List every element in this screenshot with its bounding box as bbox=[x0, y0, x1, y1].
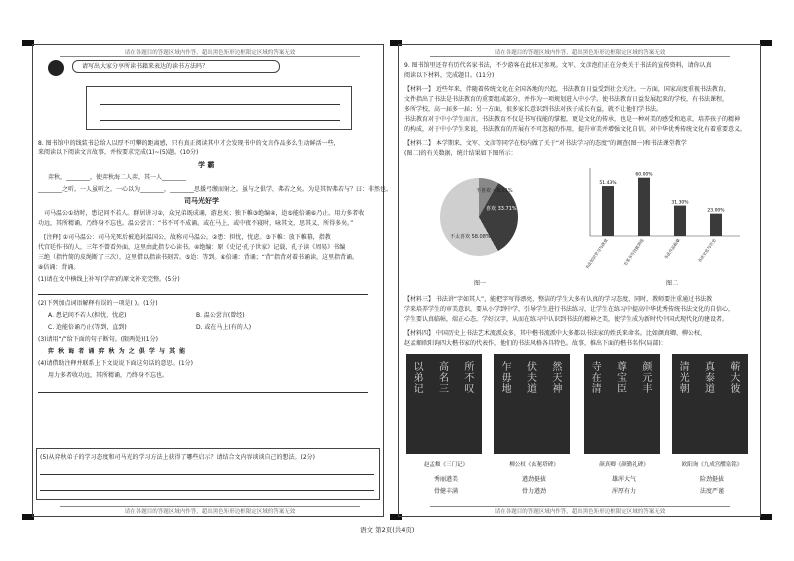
bar-category-label: 毛笔书写技能训练 bbox=[622, 237, 645, 267]
material-line: 的构成，对于中小学生来说，书法教育的开展有不可忽视的作用，提升审美并增强文化自信，对中华优秀传统文化有着重要意义。 bbox=[404, 126, 747, 133]
bar bbox=[710, 214, 722, 236]
calligraphy-char: 记 bbox=[413, 384, 424, 395]
material-line: 学生要认真临帖，端正心态，学好汉字，从而在练习中认识到书法的精神之美，使学生成为新时代中国式现代化的建设者。 bbox=[404, 316, 729, 323]
calligraphy-desc: 险劲挺拔 bbox=[699, 476, 724, 483]
bar-value-label: 60.00% bbox=[635, 172, 653, 178]
calligraphy-column bbox=[705, 362, 715, 454]
study-line: 弈秋，________，使弈秋海二人弈，其一人________ bbox=[48, 174, 187, 181]
punctuation-sentence[interactable]: 弈 秋 诲 者 诵 弈 秋 为 之 俱 学 与 其 能 bbox=[48, 348, 187, 355]
calligraphy-column bbox=[730, 362, 740, 454]
calligraphy-char: 在 bbox=[591, 373, 602, 384]
calligraphy-char: 以 bbox=[413, 362, 424, 373]
bar-category-label: 书法文化与历史 bbox=[696, 237, 717, 264]
material-line: 【材料二】 本学期来，文军、文彦等同学在校内做了关于“对书法学习的态度”的调查(图一)和书法课堂教学 bbox=[404, 140, 687, 147]
bar-value-label: 31.30% bbox=[671, 200, 689, 206]
calligraphy-column bbox=[617, 362, 627, 454]
note-line: ⑧倍诵：背诵。 bbox=[38, 264, 80, 271]
material-line: 文件指出了书法是书法教育的重要组成部分，并作为一项规划进入中小学。使书法教育日益发展起来的学校，有书法课程， bbox=[404, 96, 729, 103]
calligraphy-desc: 秀丽遒美 bbox=[433, 476, 458, 483]
calligraphy-column bbox=[680, 362, 690, 454]
calligraphy-char: 清 bbox=[591, 384, 602, 395]
material-line: 多所学校，高一届多一届；另一方面，很多家长意识到书法对孩子成长有益，就不让他们学书法。 bbox=[404, 106, 663, 113]
question-item: (1)请在文中横线上补写(学弈)的原文补充完整。(5分) bbox=[38, 276, 180, 283]
calligraphy-image bbox=[584, 354, 660, 454]
calligraphy-desc2: 骨力遒劲 bbox=[521, 488, 546, 495]
calligraphy-char: 宝 bbox=[616, 373, 627, 384]
question-item: (4)请借助注释并联系上下文说说下面这句话的意思。(1分) bbox=[38, 360, 193, 367]
calligraphy-char: 大 bbox=[730, 373, 741, 384]
study-line: ________之听。一人虽听之，一心以为________，________思援弓缴而射之。虽与之俱学，弗若之矣。为是其智弗若与？曰：非然也。 bbox=[38, 186, 393, 193]
pie-label: 不太喜欢 58.08% bbox=[450, 234, 491, 240]
page-number: 语文 第2页(共4页) bbox=[360, 526, 415, 534]
answer-line[interactable] bbox=[40, 490, 374, 491]
calligraphy-char: 尊 bbox=[616, 362, 627, 373]
calligraphy-image bbox=[406, 354, 482, 454]
calligraphy-char: 天 bbox=[552, 373, 563, 384]
bar-value-label: 23.00% bbox=[707, 208, 725, 214]
right-footer: 请在各题目的答题区域内作答，超出黑色矩形边框限定区域的答案无效 bbox=[430, 506, 730, 515]
calligraphy-desc: 雄浑大气 bbox=[611, 476, 636, 483]
bar-chart bbox=[584, 168, 750, 280]
calligraphy-column bbox=[592, 362, 602, 454]
calligraphy-desc: 遒劲挺拔 bbox=[521, 476, 546, 483]
calligraphy-char: 光 bbox=[679, 373, 690, 384]
answer-line bbox=[100, 104, 340, 105]
answer-line[interactable] bbox=[40, 474, 374, 475]
calligraphy-char: 寺 bbox=[591, 362, 602, 373]
pie-label: 喜欢 33.71% bbox=[486, 206, 517, 212]
answer-line[interactable] bbox=[38, 392, 368, 393]
calligraphy-char: 彼 bbox=[730, 384, 741, 395]
calligraphy-char: 然 bbox=[552, 362, 563, 373]
calligraphy-image bbox=[672, 354, 748, 454]
calligraphy-char: 毋 bbox=[501, 373, 512, 384]
calligraphy-char: 伏 bbox=[526, 362, 537, 373]
registration-mark bbox=[760, 514, 772, 520]
calligraphy-char: 弟 bbox=[413, 373, 424, 384]
calligraphy-char: 叹 bbox=[464, 384, 475, 395]
calligraphy-char: 元 bbox=[642, 373, 653, 384]
speech-text: 请写出大家分享所读书籍来表达的读书方法吗？ bbox=[82, 63, 209, 70]
story-title: 司马光好学 bbox=[184, 197, 219, 205]
option-a[interactable]: A. 患记问不若人(担忧，忧虑) bbox=[48, 312, 127, 319]
avatar-icon bbox=[48, 60, 64, 76]
calligraphy-column bbox=[552, 362, 562, 454]
option-d[interactable]: D. 或在马上(有的人) bbox=[196, 324, 252, 331]
question-item: (2)下列加点词语解释有误的一项是( )。(1分) bbox=[38, 300, 158, 307]
calligraphy-column bbox=[464, 362, 474, 454]
calligraphy-char: 夫 bbox=[526, 373, 537, 384]
answer-box[interactable] bbox=[86, 86, 352, 130]
bar bbox=[674, 206, 686, 236]
calligraphy-desc2: 法度严谨 bbox=[699, 488, 724, 495]
bar-category-label: 书法作品临摹 bbox=[662, 237, 681, 261]
calligraphy-char: 泰 bbox=[704, 373, 715, 384]
translation-sentence: 用力多者收功远，其所精诵，乃终身不忘也。 bbox=[48, 372, 169, 379]
bar-category-label: 书法知识学习与欣赏 bbox=[584, 237, 609, 271]
story-line: 功远，其所精诵，乃终身不忘也。温公尝言：“书不可不成诵。或在马上，或中夜不寝时，咏其文，思其义，所得多矣。” bbox=[38, 220, 354, 227]
bar bbox=[602, 186, 614, 236]
figure-caption: 图一 bbox=[474, 280, 487, 287]
left-footer: 请在各题目的答题区域内作答，超出黑色矩形边框限定区域的答案无效 bbox=[60, 506, 360, 515]
calligraphy-char: 颜 bbox=[642, 362, 653, 373]
calligraphy-column bbox=[642, 362, 652, 454]
material-line: 书法教育对于中小学生而言，书法教育不仅是书写技能的掌握，更是文化的传承，也是一种对美的感受和追求，培养孩子的精神 bbox=[404, 116, 741, 123]
calligraphy-char: 臣 bbox=[616, 384, 627, 395]
material-line: 学来培养学生的审美意识，要从小学到中学，引导学生进行书法练习，让学生在练习中提高中华优秀传统书法文化的自信心， bbox=[404, 306, 735, 313]
bar bbox=[638, 178, 650, 236]
note-line: 代宫廷作书的人，三年不曾看外面，这里由此指专心读书。④绝编：原《史记·孔子世家》记载，孔子读《周易》书编 bbox=[38, 244, 346, 251]
right-header: 请在各题目的答题区域内作答，超出黑色矩形边框限定区域的答案无效 bbox=[430, 48, 730, 57]
option-b[interactable]: B. 温公尝言(曾经) bbox=[196, 312, 245, 319]
note-line: [注释] ①司马温公：司马光死后被追封温国公，故称司马温公。②患：担忧，忧虑。③下帷：放下帷幕，指教 bbox=[44, 234, 331, 241]
calligraphy-column bbox=[439, 362, 449, 454]
calligraphy-char: 道 bbox=[704, 384, 715, 395]
calligraphy-column bbox=[502, 362, 512, 454]
material-line: 【材料四】 中国历史上书法艺术流派众多，其中楷书流派中大多都以书法家的姓氏来命名。比如颜真卿、柳公权、 bbox=[404, 330, 706, 337]
q9-line: 9. 图书馆里还存有历代名家书法，不少游客在此驻足参观。文军、文彦泡们正在分类关于书法的宣传资料，请你认真 bbox=[404, 62, 712, 69]
calligraphy-title: 欧阳询《九成宫醴泉铭》 bbox=[681, 462, 743, 468]
calligraphy-char: 三 bbox=[438, 384, 449, 395]
calligraphy-title: 赵孟頫《三门记》 bbox=[423, 462, 468, 468]
calligraphy-image bbox=[494, 354, 570, 454]
q8-intro-2: 来阅读以下阅读文言故事，并按要求完成(1)~(5)题。(10分) bbox=[38, 149, 199, 156]
study-title: 学 霸 bbox=[198, 161, 215, 169]
calligraphy-char: 朝 bbox=[679, 384, 690, 395]
calligraphy-char: 高 bbox=[438, 362, 449, 373]
left-header: 请在各题目的答题区域内作答，超出黑色矩形边框限定区域的答案无效 bbox=[60, 48, 360, 57]
calligraphy-column bbox=[527, 362, 537, 454]
pie-label: 不喜欢 ~8.21% bbox=[476, 188, 513, 194]
calligraphy-char: 不 bbox=[464, 373, 475, 384]
calligraphy-char: 真 bbox=[704, 362, 715, 373]
option-c[interactable]: C. 迨能倍诵乃止(等到，直到) bbox=[48, 324, 127, 331]
calligraphy-char: 名 bbox=[438, 373, 449, 384]
material-line: 【材料三】 书法讲“字如其人”，能把字写得漂亮、整洁的学生大多有认真的学习态度，同时，教师要注重通过书法教 bbox=[404, 296, 713, 303]
calligraphy-char: 地 bbox=[501, 384, 512, 395]
answer-line bbox=[100, 120, 340, 121]
calligraphy-char: 清 bbox=[679, 362, 690, 373]
question-item: (5)从弈秋弟子的学习态度和司马光的学习方法上获得了哪些启示？请结合文内容谈谈自己的想法。(2分) bbox=[40, 454, 315, 461]
calligraphy-desc2: 骨健丰满 bbox=[433, 488, 458, 495]
calligraphy-column bbox=[414, 362, 424, 454]
calligraphy-char: 神 bbox=[552, 384, 563, 395]
question-item: (3)请用“/”给下面的句子断句。(限两处)(1分) bbox=[38, 336, 158, 343]
calligraphy-title: 颜真卿《颜勤礼碑》 bbox=[599, 462, 649, 468]
material-line: (图二)的有关数据，统计结果如下图所示： bbox=[404, 150, 517, 157]
material-line: 赵孟頫欧阳询四大楷书家的代表作，他们的书法风格各具特色。故事，推出下面的楷书名作(局部)： bbox=[404, 340, 667, 347]
calligraphy-desc2: 浑厚有力 bbox=[611, 488, 636, 495]
note-line: 三绝（指竹简的皮绳断了三次），这里借以指读书刻苦。⑤迨：等到。⑥倍诵：背诵；“背”指背对着书诵读，这里指背诵。 bbox=[38, 254, 358, 261]
calligraphy-char: 蕲 bbox=[730, 362, 741, 373]
bar-value-label: 51.43% bbox=[599, 181, 617, 187]
calligraphy-char: 丰 bbox=[642, 384, 653, 395]
q9-line: 阅读以下材料，完成题目。(11分) bbox=[404, 72, 495, 79]
figure-caption: 图二 bbox=[666, 280, 679, 287]
calligraphy-char: 乍 bbox=[501, 362, 512, 373]
q8-intro: 8. 图书馆中的线装书总给人以厚不可攀的距离感，只有真正阅读其中才会发现书中的文言作品多么生动鲜活一些， bbox=[38, 140, 340, 147]
material-line: 【材料一】 近些年来，伴随着传统文化在全国各地的兴起，书法教育日益受到社会关注。一方面，国家高度重视书法教育， bbox=[404, 86, 730, 93]
registration-mark bbox=[760, 40, 772, 46]
calligraphy-char: 道 bbox=[526, 384, 537, 395]
answer-line[interactable] bbox=[38, 294, 368, 295]
calligraphy-title: 柳公权《玄秘塔碑》 bbox=[509, 462, 559, 468]
calligraphy-char: 所 bbox=[464, 362, 475, 373]
story-line: 司马温公①幼时，患记问不若人。群居讲习②，众兄弟既成诵，游息矣；独下帷③绝编④，迨⑤能倍诵⑥乃止。用力多者收 bbox=[44, 210, 365, 217]
